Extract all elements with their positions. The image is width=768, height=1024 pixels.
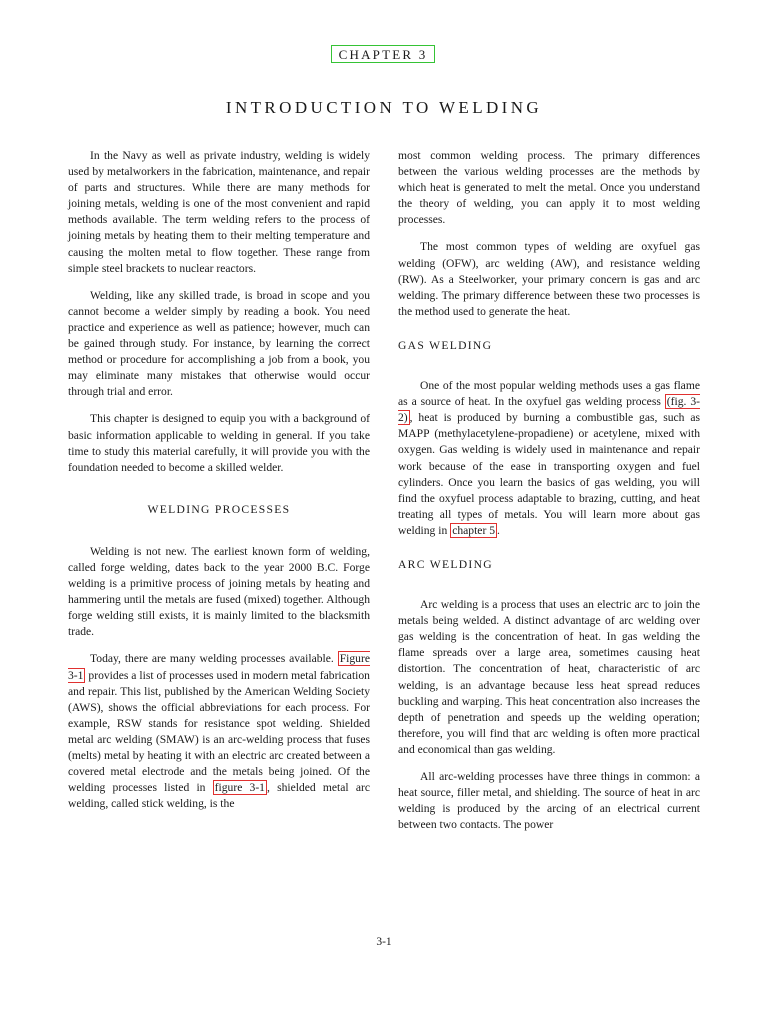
section-heading-gas-welding: GAS WELDING bbox=[398, 338, 493, 352]
figure-3-2-link[interactable]: (fig. 3-2) bbox=[398, 395, 700, 425]
paragraph: Welding is not new. The earliest known form of welding, called forge welding, dates back to the year 2000 B.C. Forge welding is a primitive process of joining metals by heating and hammering until the metals are fused (mixed) together. Although forge welding still exists, it is mainly limited to the blacksmith trade. bbox=[68, 544, 370, 639]
left-column bbox=[68, 148, 370, 823]
figure-3-1-link[interactable]: figure 3-1 bbox=[214, 781, 265, 795]
paragraph-text: . bbox=[497, 523, 500, 537]
paragraph-text: Today, there are many welding processes available. bbox=[90, 652, 334, 666]
chapter-label[interactable]: CHAPTER 3 bbox=[331, 45, 435, 63]
section-heading-arc-welding: ARC WELDING bbox=[398, 557, 493, 571]
right-column bbox=[398, 148, 700, 844]
paragraph: In the Navy as well as private industry, welding is widely used by metalworkers in the fabrication, maintenance, and repair of parts and structures. While there are many methods for joining metals, welding is one of the most convenient and rapid methods available. The term welding refers to the process of joining metals by heating them to their melting temperature and causing the molten metal to flow together. These range from simple steel brackets to nuclear reactors. bbox=[68, 149, 370, 275]
figure-3-1-link[interactable]: Figure 3-1 bbox=[68, 652, 370, 682]
paragraph: The most common types of welding are oxyfuel gas welding (OFW), arc welding (AW), and resistance welding (RW). As a Steelworker, your primary concern is gas and arc welding. The primary difference between these two processes is the method used to generate the heat. bbox=[398, 240, 700, 318]
paragraph bbox=[398, 378, 700, 539]
paragraph: Welding, like any skilled trade, is broad in scope and you cannot become a welder simply by reading a book. You need practice and experience as well as patience; however, much can be gained through study. For instance, by learning the correct method or procedure for accomplishing a job from a book, you may eliminate many mistakes that otherwise would occur through trial and error. bbox=[68, 288, 370, 399]
paragraph-text: , heat is produced by burning a combustible gas, such as MAPP (methylacetylene-propadiene) or acetylene, mixed with oxygen. Gas welding is widely used in maintenance and repair work because of the ease in transporting oxygen and fuel cylinders. Once you learn the basics of gas welding, you will find the oxyfuel process adaptable to brazing, cutting, and heat treating all types of metals. You will learn more about gas welding in bbox=[398, 411, 700, 537]
paragraph-text: , shielded metal arc welding, called stick welding, is the bbox=[68, 781, 370, 811]
paragraph: most common welding process. The primary differences between the various welding processes are the methods by which heat is generated to melt the metal. Once you understand the theory of welding, you can apply it to most welding processes. bbox=[398, 149, 700, 227]
paragraph-text: One of the most popular welding methods uses a gas flame as a source of heat. In the oxyfuel gas welding process bbox=[398, 379, 700, 409]
paragraph bbox=[68, 651, 370, 812]
chapter-5-link[interactable]: chapter 5 bbox=[452, 523, 495, 537]
paragraph: This chapter is designed to equip you with a background of basic information applicable to welding in general. If you take time to study this material carefully, it will provide you with the foundation needed to become a skilled welder. bbox=[68, 412, 370, 474]
page-title: INTRODUCTION TO WELDING bbox=[225, 98, 543, 117]
paragraph: Arc welding is a process that uses an electric arc to join the metals being welded. A distinct advantage of arc welding over gas welding is the concentration of heat. In gas welding the flame spreads over a large area, sometimes causing heat distortion. The concentration of heat, characteristic of arc welding, is an advantage because less heat spread reduces buckling and warping. This heat concentration also increases the depth of penetration and speeds up the welding operation; therefore, you will find that arc welding is often more practical and economical than gas welding. bbox=[398, 598, 700, 756]
section-heading-welding-processes: WELDING PROCESSES bbox=[147, 502, 291, 516]
paragraph: All arc-welding processes have three things in common: a heat source, filler metal, and shielding. The source of heat in arc welding is produced by the arcing of an electrical current between two contacts. The power bbox=[398, 770, 700, 832]
page-number: 3-1 bbox=[376, 936, 392, 948]
paragraph-text: provides a list of processes used in modern metal fabrication and repair. This list, published by the American Welding Society (AWS), shows the official abbreviations for each process. For example, RSW stands for resistance spot welding. Shielded metal arc welding (SMAW) is an arc-welding process that fuses (melts) metal by heating it with an electric arc created between a covered metal electrode and the metals being joined. Of the welding processes listed in bbox=[68, 668, 370, 795]
